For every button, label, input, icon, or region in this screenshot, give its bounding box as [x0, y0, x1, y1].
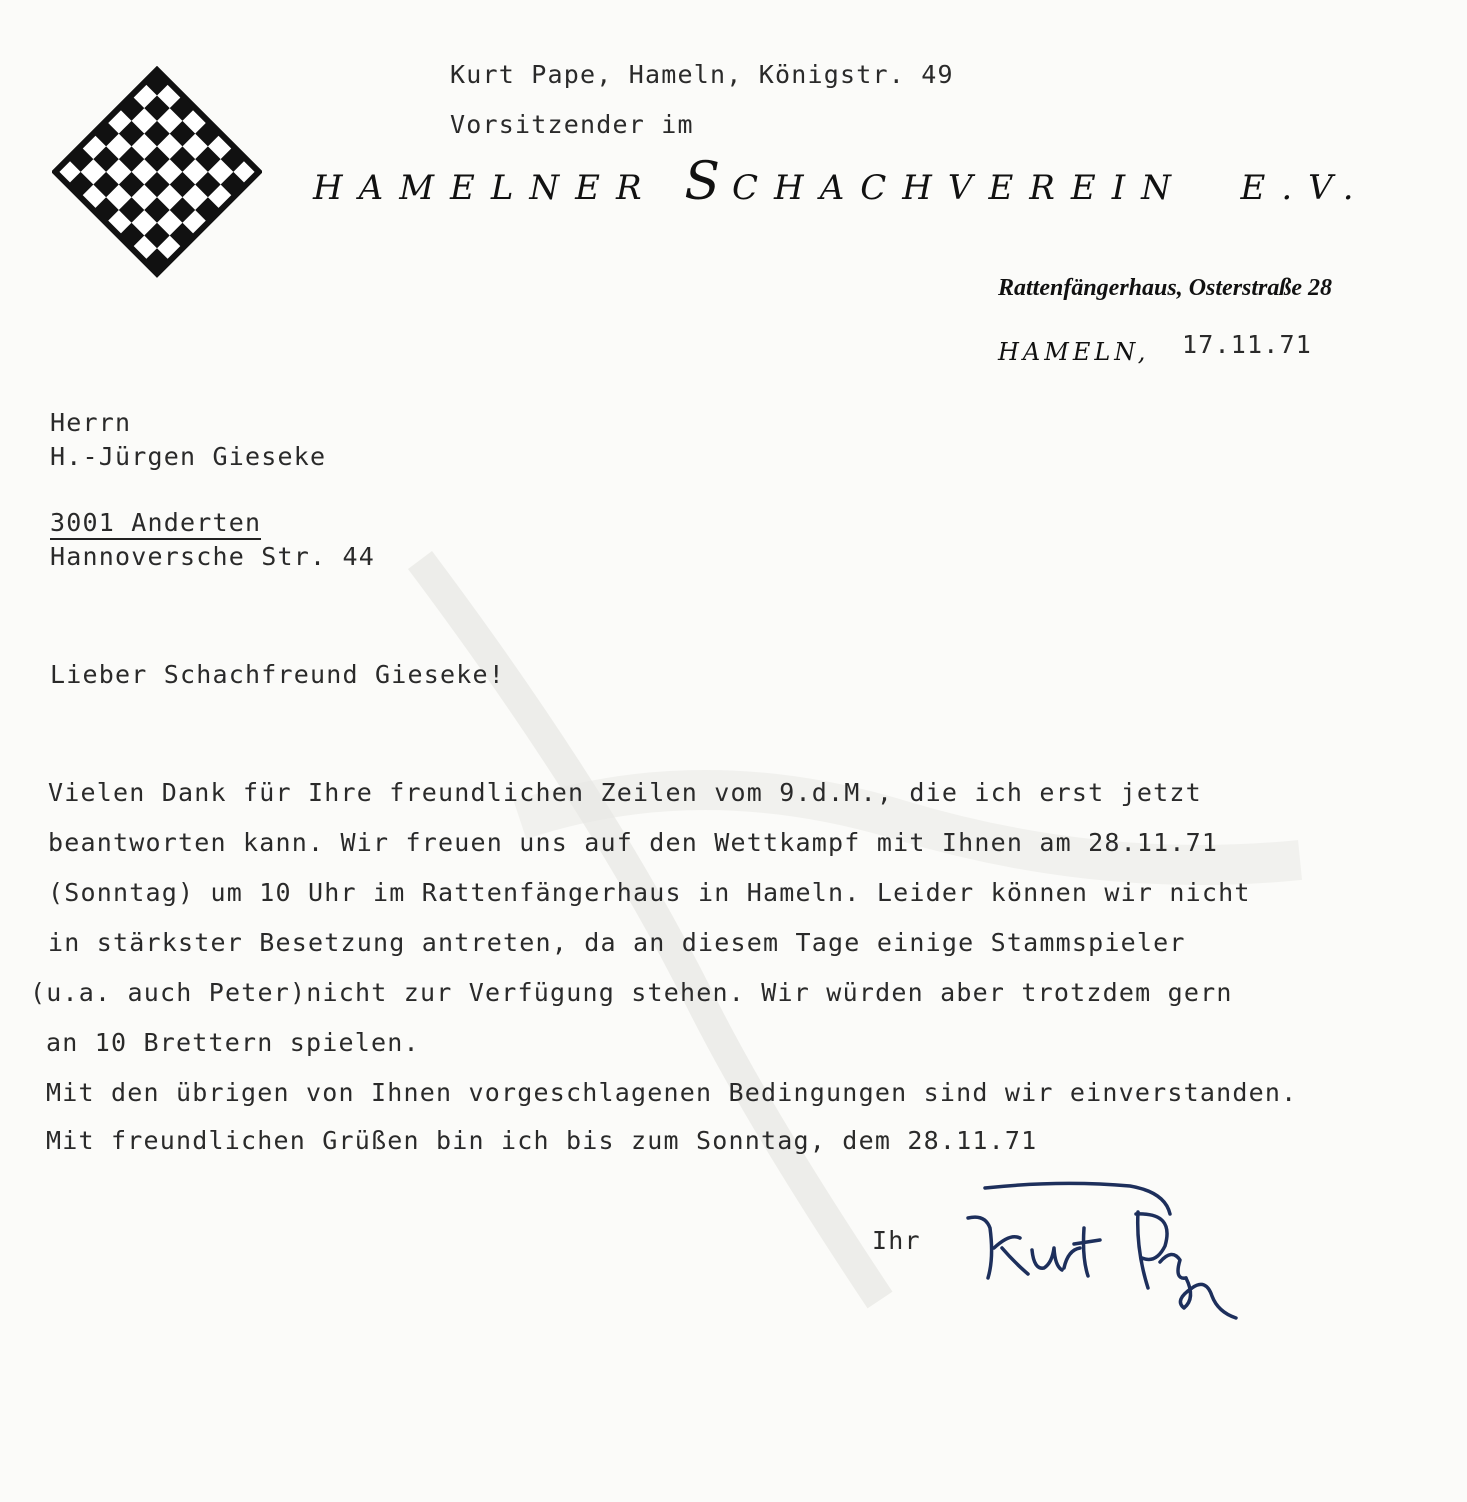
- body-line: Mit freundlichen Grüßen bin ich bis zum Sonntag, dem 28.11.71: [46, 1126, 1038, 1155]
- club-name-part2: CHACHVEREIN: [732, 168, 1187, 208]
- club-name: [313, 152, 1370, 212]
- club-name-part1: HAMELNER: [313, 168, 685, 208]
- recipient-city-text: 3001 Anderten: [50, 508, 261, 540]
- club-name-cap: S: [684, 152, 733, 212]
- body-line: (u.a. auch Peter)nicht zur Verfügung stehen. Wir würden aber trotzdem gern: [30, 978, 1233, 1007]
- club-address: Rattenfängerhaus, Osterstraße 28: [998, 275, 1333, 301]
- body-line: beantworten kann. Wir freuen uns auf den Wettkampf mit Ihnen am 28.11.71: [48, 828, 1219, 857]
- recipient-city: [50, 508, 261, 537]
- closing: Ihr: [872, 1226, 921, 1255]
- body-line: an 10 Brettern spielen.: [46, 1028, 420, 1057]
- letter-date: 17.11.71: [1182, 330, 1313, 359]
- body-line: Mit den übrigen von Ihnen vorgeschlagenen Bedingungen sind wir einverstanden.: [46, 1078, 1298, 1107]
- club-name-suffix: E.V.: [1240, 168, 1370, 208]
- body-line: (Sonntag) um 10 Uhr im Rattenfängerhaus in Hameln. Leider können wir nicht: [48, 878, 1251, 907]
- sender-line: Kurt Pape, Hameln, Königstr. 49: [450, 60, 954, 89]
- recipient-street: Hannoversche Str. 44: [50, 542, 376, 571]
- club-city: HAMELN,: [998, 338, 1150, 366]
- body-line: Vielen Dank für Ihre freundlichen Zeilen vom 9.d.M., die ich erst jetzt: [48, 778, 1202, 807]
- recipient-name: H.-Jürgen Gieseke: [50, 442, 327, 471]
- chessboard-logo-icon: [52, 66, 262, 278]
- recipient-salutation: Herrn: [50, 408, 132, 437]
- signature-image: [960, 1178, 1250, 1328]
- sender-title: Vorsitzender im: [450, 110, 694, 139]
- body-line: in stärkster Besetzung antreten, da an diesem Tage einige Stammspieler: [48, 928, 1186, 957]
- greeting: Lieber Schachfreund Gieseke!: [50, 660, 506, 689]
